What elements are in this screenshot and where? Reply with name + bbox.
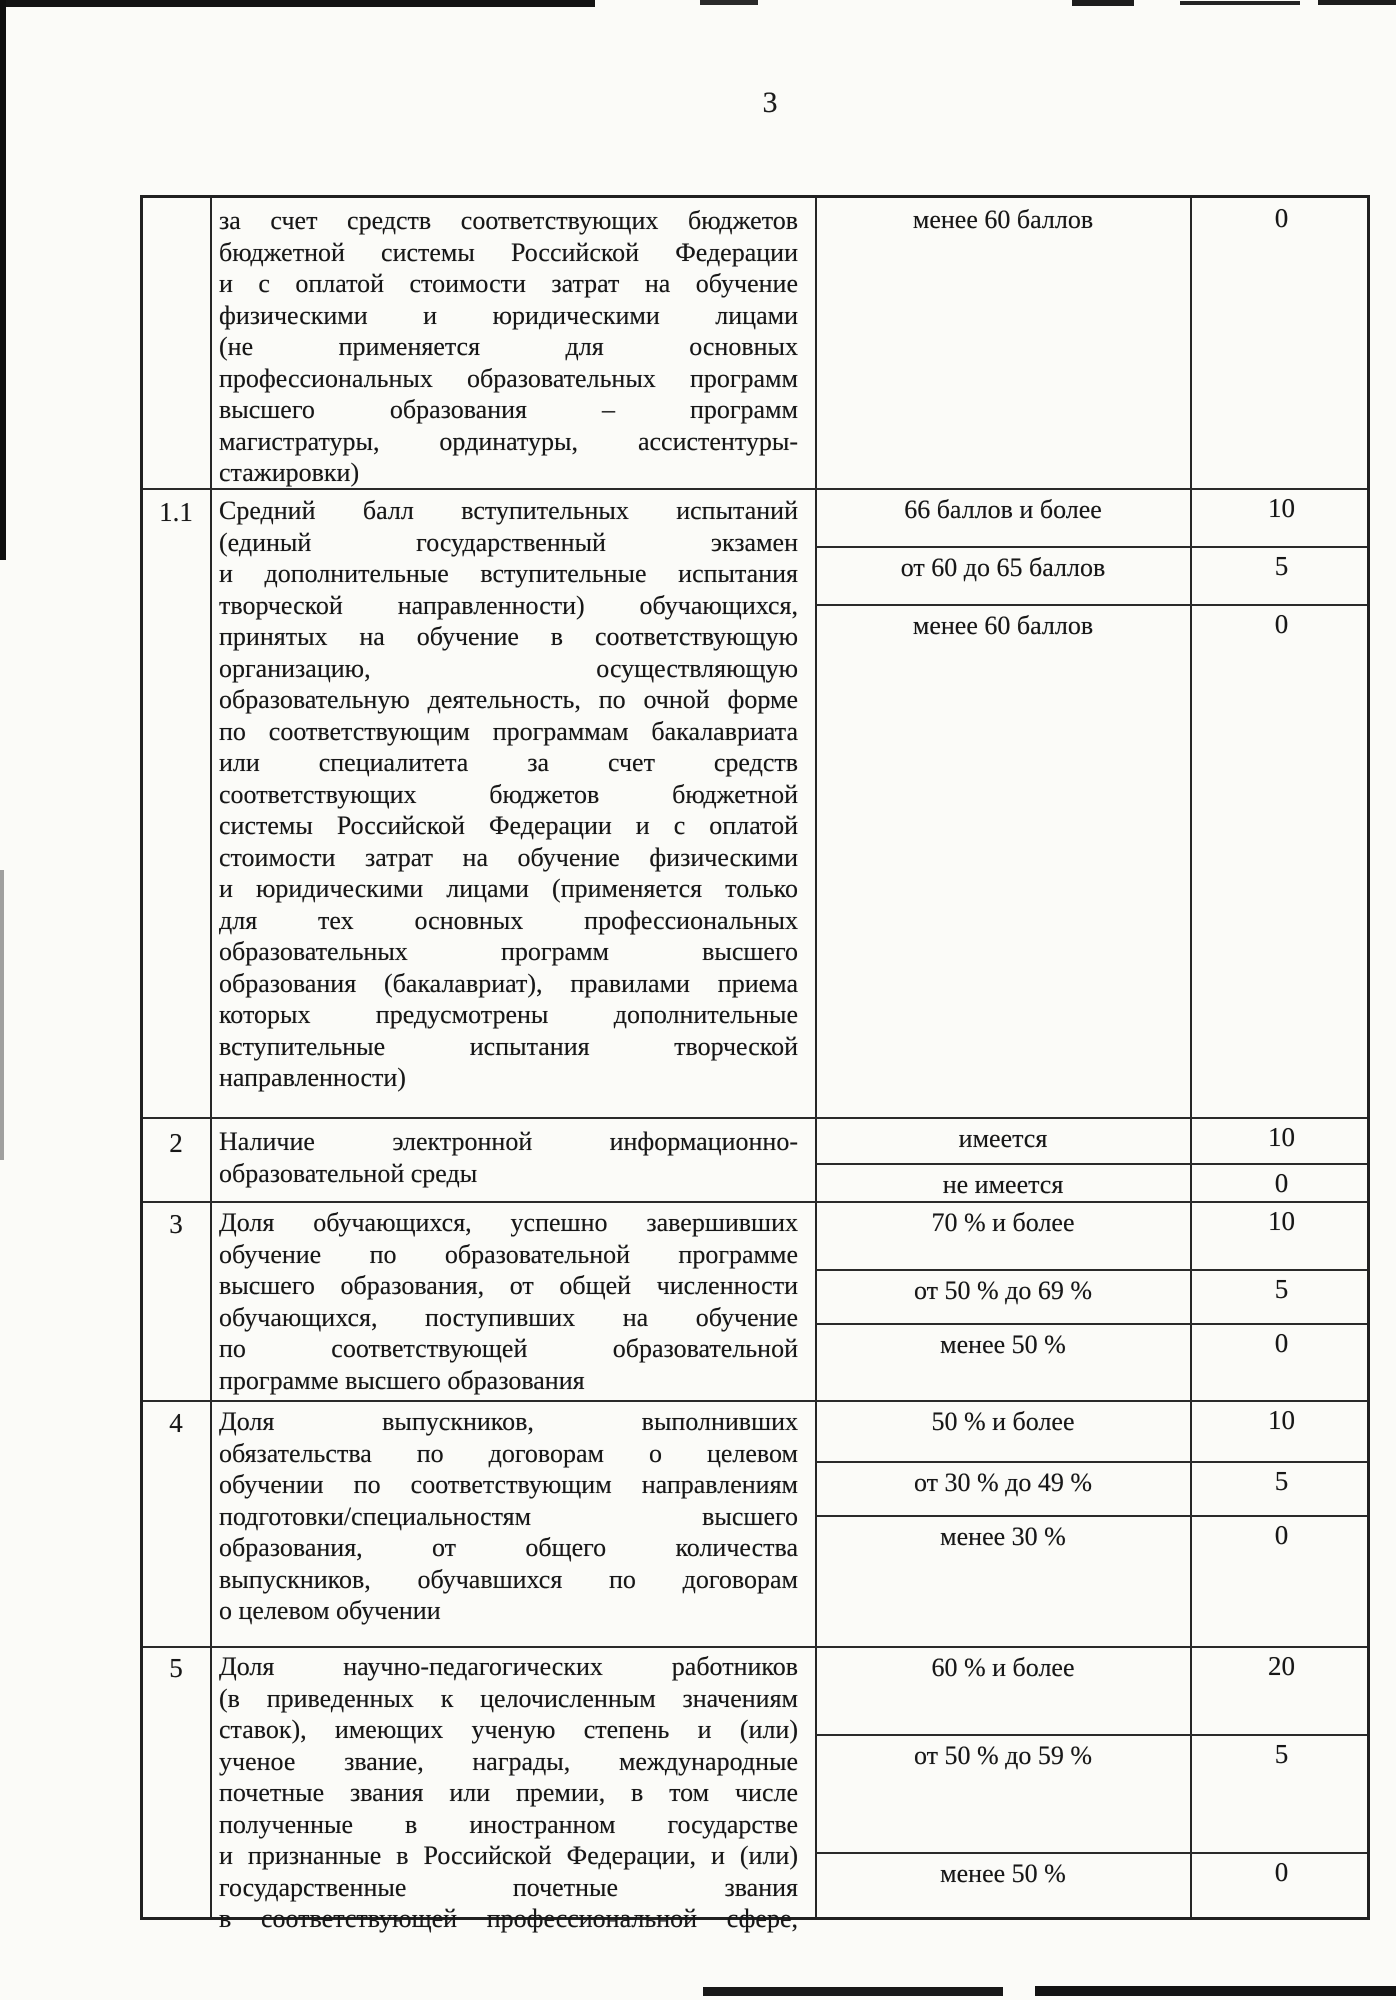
criterion-text	[219, 1207, 798, 1396]
criterion-text-line: образовательных программ высшего	[219, 937, 798, 966]
criterion-text-line: соответствующих бюджетов бюджетной	[219, 779, 798, 809]
table-row-border	[143, 1400, 1367, 1402]
score-value: 5	[1274, 1274, 1289, 1304]
score-value: 10	[1268, 1206, 1295, 1236]
threshold-label: 50 % и более	[931, 1407, 1075, 1436]
threshold-label: не имеется	[942, 1170, 1064, 1199]
table-subrow-border	[815, 1515, 1367, 1517]
score-value: 0	[1274, 1520, 1289, 1550]
row-number: 4	[169, 1408, 183, 1438]
criterion-text-line: обучении по соответствующим направлениям	[219, 1470, 798, 1499]
criterion-text-line: (единый государственный экзамен	[219, 527, 798, 557]
table-subrow-border	[815, 1269, 1367, 1271]
criterion-text-line: обязательства по договорам о целевом	[219, 1438, 798, 1468]
threshold-label: 70 % и более	[931, 1208, 1075, 1237]
criterion-text-line: Доля обучающихся, успешно завершивших	[219, 1208, 798, 1237]
table-subrow-border	[815, 1163, 1367, 1165]
table-subrow-border	[815, 1323, 1367, 1325]
criterion-text-line: выпускников, обучавшихся по договорам	[219, 1564, 798, 1594]
threshold-label: менее 60 баллов	[912, 611, 1094, 640]
criterion-text-line: вступительные испытания творческой	[219, 1031, 798, 1061]
criterion-text-line: высшего образования, от общей численности	[219, 1271, 798, 1300]
criterion-text-line: и с оплатой стоимости затрат на обучение	[219, 269, 798, 298]
scan-artifact-bottom-edge	[1035, 1986, 1396, 1996]
criterion-text-line: Средний балл вступительных испытаний	[219, 496, 798, 525]
criterion-text-line: подготовки/специальностям высшего	[219, 1501, 798, 1531]
criterion-text-line: бюджетной системы Российской Федерации	[219, 237, 798, 267]
table-row	[143, 1201, 1367, 1400]
criterion-text-line: обучение по образовательной программе	[219, 1239, 798, 1269]
row-number: 1.1	[159, 497, 193, 527]
score-value: 5	[1274, 551, 1289, 581]
criterion-text	[219, 1651, 798, 1935]
table-row	[143, 1400, 1367, 1646]
criterion-text-line: системы Российской Федерации и с оплатой	[219, 811, 798, 840]
criterion-text-line: творческой направленности) обучающихся,	[219, 590, 798, 620]
threshold-label: менее 50 %	[940, 1859, 1066, 1888]
criterion-text-line: по соответствующей образовательной	[219, 1334, 798, 1363]
score-value: 10	[1268, 1122, 1295, 1152]
criterion-text-line: за счет средств соответствующих бюджетов	[219, 206, 798, 235]
table-subrow-border	[815, 546, 1367, 548]
criterion-text-line: или специалитета за счет средств	[219, 748, 798, 777]
scan-artifact-left-edge-faint	[0, 870, 4, 1160]
table-row-border	[143, 1646, 1367, 1648]
criterion-text-line: образовательную деятельность, по очной форме	[219, 685, 798, 714]
scan-artifact-top-dash	[1318, 0, 1396, 5]
scan-artifact-top-dash	[1072, 0, 1134, 6]
table-subrow-border	[815, 1461, 1367, 1463]
row-number: 3	[169, 1209, 183, 1239]
criterion-text-line: в соответствующей профессиональной сфере,	[219, 1904, 798, 1933]
criterion-text-line: образования (бакалавриат), правилами приема	[219, 968, 798, 998]
criterion-text-line: и признанные в Российской Федерации, и (или)	[219, 1841, 798, 1870]
table-row	[143, 488, 1367, 1117]
criterion-text	[219, 205, 798, 489]
criterion-text-line: о целевом обучении	[219, 1596, 441, 1625]
score-value: 0	[1274, 1857, 1289, 1887]
threshold-label: менее 30 %	[940, 1522, 1066, 1551]
criterion-text-line: обучающихся, поступивших на обучение	[219, 1302, 798, 1332]
criterion-text-line: по соответствующим программам бакалавриата	[219, 716, 798, 746]
table-subrow-border	[815, 1734, 1367, 1736]
criterion-text-line: физическими и юридическими лицами	[219, 300, 798, 330]
scan-artifact-bottom-edge	[703, 1987, 1003, 1996]
threshold-label: от 60 до 65 баллов	[900, 553, 1106, 582]
criterion-text-line: (не применяется для основных	[219, 332, 798, 361]
criterion-text-line: для тех основных профессиональных	[219, 905, 798, 935]
score-value: 0	[1274, 1328, 1289, 1358]
score-value: 5	[1274, 1739, 1289, 1769]
threshold-label: имеется	[958, 1124, 1048, 1153]
criterion-text-line: Наличие электронной информационно-	[219, 1127, 798, 1156]
scan-artifact-top-dash	[700, 0, 758, 5]
scan-artifact-top-edge	[0, 0, 595, 7]
table-row-border	[143, 1201, 1367, 1203]
criterion-text-line: (в приведенных к целочисленным значениям	[219, 1683, 798, 1713]
table-subrow-border	[815, 604, 1367, 606]
criteria-table	[140, 195, 1370, 1933]
threshold-label: менее 50 %	[940, 1330, 1066, 1359]
score-value: 5	[1274, 1466, 1289, 1496]
criterion-text-line: и дополнительные вступительные испытания	[219, 559, 798, 588]
criterion-text-line: и юридическими лицами (применяется только	[219, 874, 798, 903]
criterion-text-line: стажировки)	[219, 458, 360, 487]
criterion-text	[219, 1406, 798, 1627]
criterion-text-line: Доля выпускников, выполнивших	[219, 1407, 798, 1436]
criterion-text-line: полученные в иностранном государстве	[219, 1809, 798, 1839]
criterion-text-line: высшего образования – программ	[219, 395, 798, 424]
threshold-label: 60 % и более	[931, 1653, 1075, 1682]
criterion-text-line: почетные звания или премии, в том числе	[219, 1778, 798, 1807]
score-value: 10	[1268, 1405, 1295, 1435]
table-row-border	[143, 1117, 1367, 1119]
criterion-text-line: организацию, осуществляющую	[219, 653, 798, 683]
criterion-text	[219, 1126, 798, 1189]
criterion-text-line: ставок), имеющих ученую степень и (или)	[219, 1715, 798, 1744]
threshold-label: от 30 % до 49 %	[913, 1468, 1093, 1497]
score-value: 10	[1268, 493, 1295, 523]
criterion-text-line: образовательной среды	[219, 1158, 478, 1188]
table-row	[143, 1117, 1367, 1201]
criterion-text-line: Доля научно-педагогических работников	[219, 1652, 798, 1681]
criterion-text-line: которых предусмотрены дополнительные	[219, 1000, 798, 1029]
threshold-label: 66 баллов и более	[904, 495, 1102, 524]
table-row	[143, 1646, 1367, 1933]
score-value: 20	[1268, 1651, 1295, 1681]
threshold-label: от 50 % до 59 %	[913, 1741, 1093, 1770]
score-value: 0	[1274, 203, 1289, 233]
table-row	[143, 198, 1367, 488]
criterion-text	[219, 495, 798, 1094]
criterion-text-line: программе высшего образования	[219, 1365, 585, 1395]
row-number: 5	[169, 1653, 183, 1683]
scan-artifact-left-edge	[0, 0, 6, 560]
criterion-text-line: стоимости затрат на обучение физическими	[219, 842, 798, 872]
criterion-text-line: принятых на обучение в соответствующую	[219, 622, 798, 651]
criterion-text-line: ученое звание, награды, международные	[219, 1746, 798, 1776]
scan-artifact-top-dash	[1180, 1, 1300, 5]
score-value: 0	[1274, 609, 1289, 639]
row-number: 2	[169, 1128, 183, 1158]
page-number: 3	[762, 86, 778, 119]
table-subrow-border	[815, 1852, 1367, 1854]
threshold-label: менее 60 баллов	[912, 205, 1094, 234]
criterion-text-line: профессиональных образовательных программ	[219, 363, 798, 393]
criterion-text-line: магистратуры, ординатуры, ассистентуры-	[219, 426, 798, 456]
threshold-label: от 50 % до 69 %	[913, 1276, 1093, 1305]
score-value: 0	[1274, 1168, 1289, 1198]
criterion-text-line: государственные почетные звания	[219, 1872, 798, 1902]
criterion-text-line: образования, от общего количества	[219, 1533, 798, 1562]
criterion-text-line: направленности)	[219, 1063, 406, 1092]
table-row-border	[143, 488, 1367, 490]
